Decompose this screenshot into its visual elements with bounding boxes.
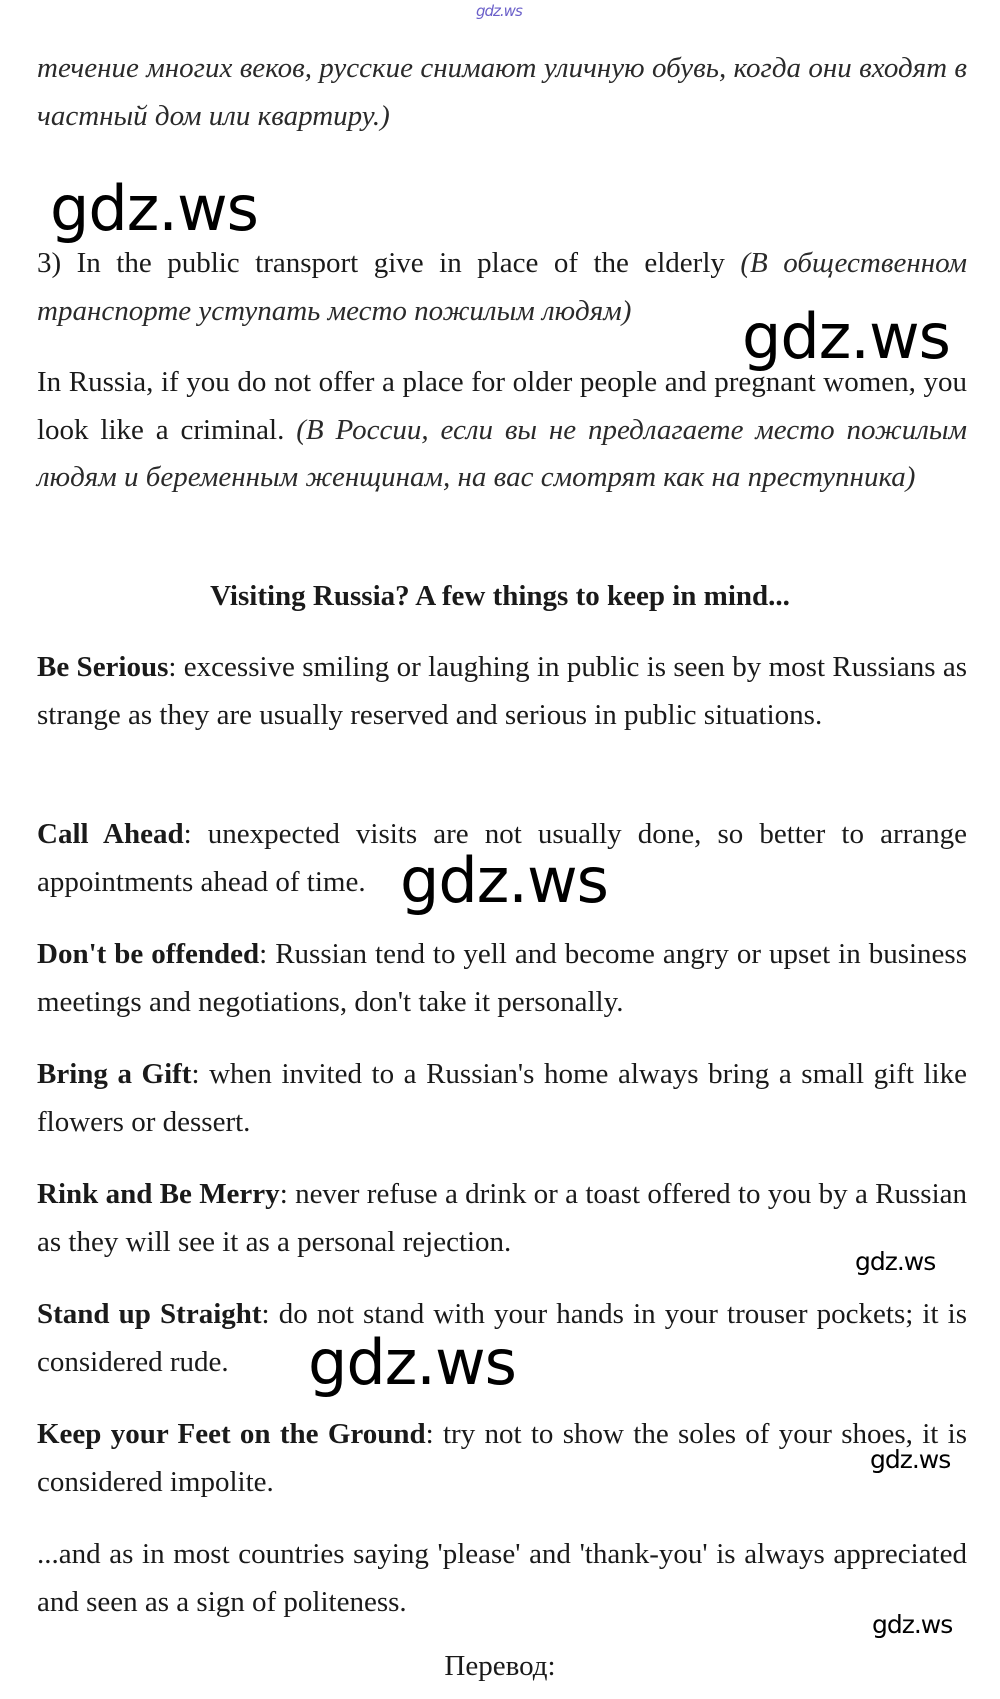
section-heading: Visiting Russia? A few things to keep in mind... — [210, 580, 790, 612]
tip-be-serious — [37, 644, 967, 739]
tip-term: Call Ahead — [37, 818, 184, 850]
closing-paragraph: ...and as in most countries saying 'please' and 'thank-you' is always appreciated and seen as a sign of politeness. — [37, 1538, 967, 1618]
watermark: gdz.ws — [400, 844, 608, 917]
watermark: gdz.ws — [870, 1445, 951, 1474]
tip-text: : unexpected visits are not usually done, so better to arrange appointments ahead of time. — [37, 818, 968, 898]
tip-rink-and-be-merry — [37, 1171, 967, 1266]
translation-label: Перевод: — [444, 1650, 556, 1682]
watermark: gdz.ws — [742, 300, 950, 373]
paragraph-ru-text: (В России, если вы не предлагаете место пожилым людям и беременным женщинам, на вас смотрят как на преступника) — [37, 413, 968, 493]
tip-text: : do not stand with your hands in your trouser pockets; it is considered rude. — [37, 1298, 967, 1378]
tip-term: Bring a Gift — [37, 1058, 192, 1090]
paragraph-en-text: In Russia, if you do not offer a place for older people and pregnant women, you look like a criminal. — [37, 366, 967, 446]
tip-text: : Russian tend to yell and become angry or upset in business meetings and negotiations, don't take it personally. — [37, 938, 967, 1018]
tip-text: : excessive smiling or laughing in public is seen by most Russians as strange as they are usually reserved and serious in public situations. — [37, 651, 967, 731]
tip-term: Keep your Feet on the Ground — [37, 1418, 426, 1450]
paragraph-en-text: 3) In the public transport give in place of the elderly — [37, 247, 725, 279]
paragraph-ru-continuation: течение многих веков, русские снимают уличную обувь, когда они входят в частный дом или квартиру.) — [37, 52, 967, 132]
tip-term: Stand up Straight — [37, 1298, 262, 1330]
watermark: gdz.ws — [308, 1326, 516, 1399]
paragraph-ru-text: (В общественном транспорте уступать место пожилым людям) — [37, 247, 968, 327]
tip-text: : never refuse a drink or a toast offered to you by a Russian as they will see it as a personal rejection. — [37, 1178, 968, 1258]
tip-bring-a-gift — [37, 1051, 967, 1146]
watermark: gdz.ws — [855, 1247, 936, 1276]
tip-text: : when invited to a Russian's home always bring a small gift like flowers or dessert. — [37, 1058, 967, 1138]
watermark-top: gdz.ws — [476, 2, 522, 20]
tip-term: Be Serious — [37, 651, 169, 683]
tip-term: Don't be offended — [37, 938, 260, 970]
tip-term: Rink and Be Merry — [37, 1178, 280, 1210]
watermark: gdz.ws — [872, 1610, 953, 1639]
tip-text: : try not to show the soles of your shoes, it is considered impolite. — [37, 1418, 967, 1498]
watermark: gdz.ws — [50, 172, 258, 245]
paragraph-russia-criminal — [37, 359, 967, 502]
tip-keep-your-feet — [37, 1411, 967, 1506]
tip-dont-be-offended — [37, 931, 967, 1026]
